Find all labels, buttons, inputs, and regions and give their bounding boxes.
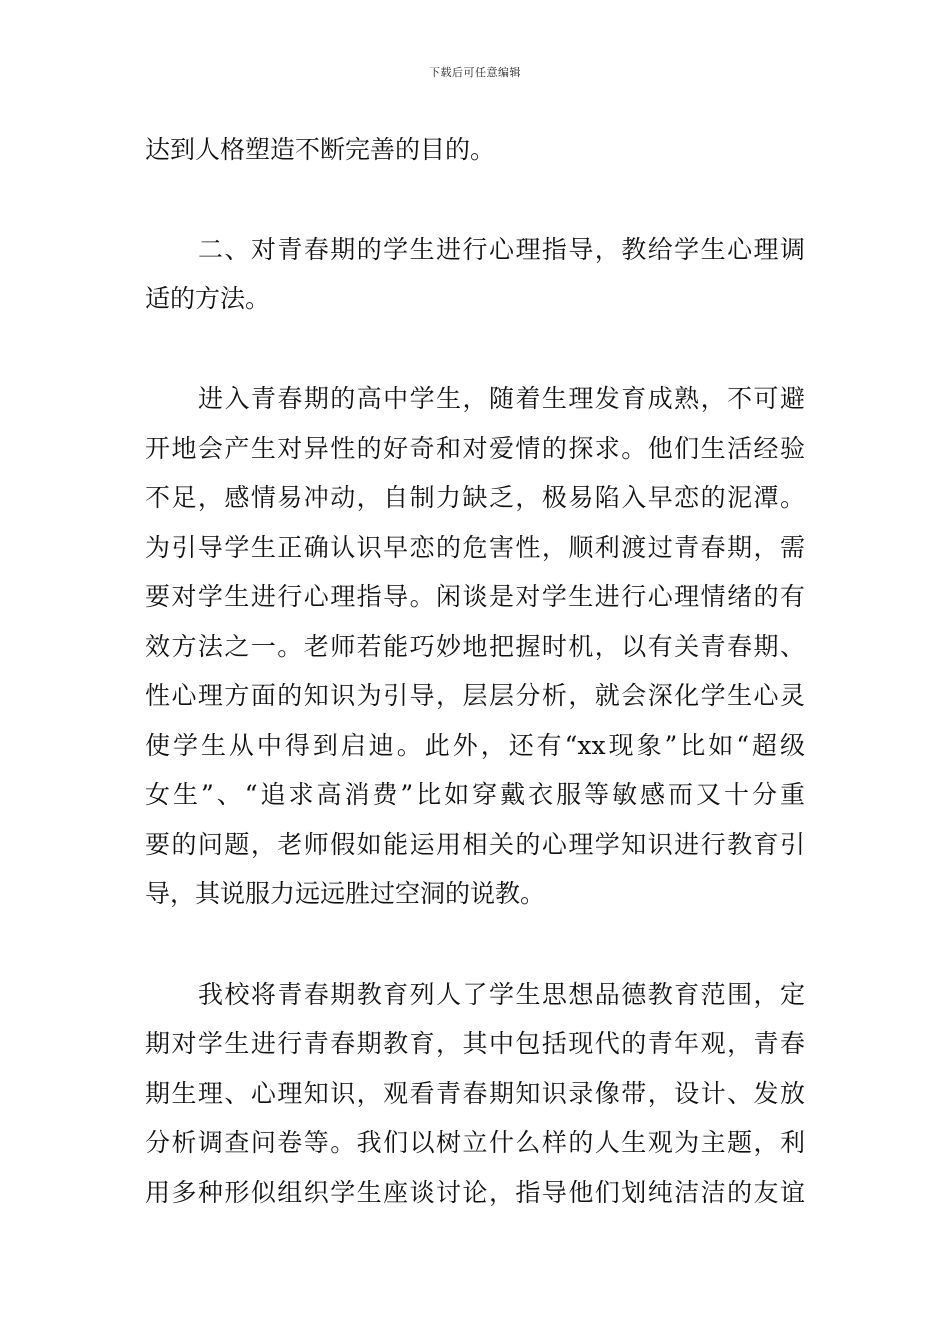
text-line: 达到人格塑造不断完善的目的。 — [145, 135, 496, 164]
paragraph-line: 性心理方面的知识为引导，层层分析，就会深化学生心灵 — [145, 681, 805, 710]
section-heading-line: 二、对青春期的学生进行心理指导，教给学生心理调 — [198, 235, 805, 264]
paragraph-line: 不足，感情易冲动，自制力缺乏，极易陷入早恋的泥潭。 — [145, 483, 805, 512]
paragraph-line: 为引导学生正确认识早恋的危害性，顺利渡过青春期，需 — [145, 533, 805, 562]
section-heading-line: 适的方法。 — [145, 284, 271, 313]
paragraph-line: 要对学生进行心理指导。闲谈是对学生进行心理情绪的有 — [145, 582, 805, 611]
paragraph-line: 分析调查问卷等。我们以树立什么样的人生观为主题，利 — [145, 1128, 805, 1157]
paragraph-line: 使学生从中得到启迪。此外，还有“xx现象”比如“超级 — [145, 731, 805, 760]
paragraph-line: 用多种形似组织学生座谈讨论，指导他们划纯洁洁的友谊 — [145, 1178, 805, 1207]
paragraph-line: 我校将青春期教育列人了学生思想品德教育范围，定 — [198, 980, 805, 1009]
paragraph-line: 期对学生进行青春期教育，其中包括现代的青年观，青春 — [145, 1029, 805, 1058]
paragraph-line: 要的问题，老师假如能运用相关的心理学知识进行教育引 — [145, 830, 805, 859]
paragraph-line: 女生”、“追求高消费”比如穿戴衣服等敏感而又十分重 — [145, 780, 805, 809]
paragraph-line: 期生理、心理知识，观看青春期知识录像带，设计、发放 — [145, 1079, 805, 1108]
paragraph-line: 导，其说服力远远胜过空洞的说教。 — [145, 879, 546, 908]
paragraph-line: 进入青春期的高中学生，随着生理发育成熟，不可避 — [198, 384, 805, 413]
paragraph-line: 效方法之一。老师若能巧妙地把握时机，以有关青春期、 — [145, 632, 805, 661]
paragraph-line: 开地会产生对异性的好奇和对爱情的探求。他们生活经验 — [145, 434, 805, 463]
page-header: 下载后可任意编辑 — [429, 66, 521, 79]
